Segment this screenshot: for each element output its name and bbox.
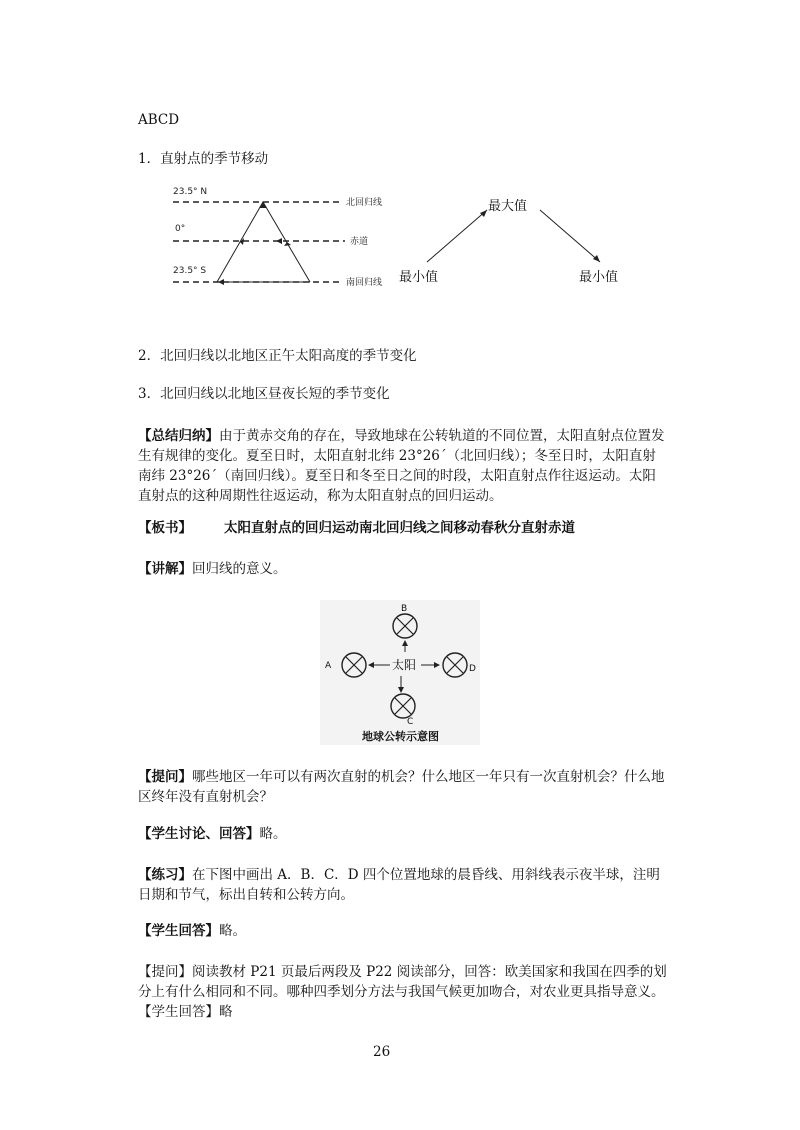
discussion-line bbox=[138, 824, 287, 844]
arrow-bottom-icon bbox=[218, 279, 224, 285]
arrow-right-icon bbox=[276, 238, 282, 244]
page-number: 26 bbox=[373, 1044, 391, 1060]
question-2-label: 【提问】 bbox=[138, 964, 192, 980]
question-paragraph bbox=[138, 767, 668, 807]
rising-arrow bbox=[427, 210, 487, 262]
earth-d-label: D bbox=[469, 664, 476, 674]
question-2-paragraph bbox=[138, 962, 668, 1002]
movement-path bbox=[217, 202, 310, 282]
earth-a-label: A bbox=[325, 661, 332, 671]
explain-text: 回归线的意义。 bbox=[192, 561, 287, 577]
lat-south-label: 23.5° S bbox=[173, 266, 207, 276]
earth-c-label: C bbox=[407, 717, 414, 727]
question-label: 【提问】 bbox=[138, 769, 192, 785]
tropic-of-cancer-label: 北回归线 bbox=[346, 198, 383, 208]
board-text: 太阳直射点的回归运动南北回归线之间移动春秋分直射赤道 bbox=[224, 520, 575, 536]
exercise-label: 【练习】 bbox=[138, 867, 192, 883]
answer-1-line bbox=[138, 921, 246, 941]
board-line bbox=[138, 518, 575, 538]
section-2-heading: 2．北回归线以北地区正午太阳高度的季节变化 bbox=[138, 348, 417, 364]
tropic-of-capricorn-label: 南回归线 bbox=[346, 278, 383, 288]
rising-arrow-head-icon bbox=[480, 210, 487, 217]
answer-1-text: 略。 bbox=[219, 923, 246, 939]
answer-2-line bbox=[138, 1002, 233, 1022]
explain-label: 【讲解】 bbox=[138, 561, 192, 577]
min-value-right-label: 最小值 bbox=[579, 270, 619, 285]
header-label: ABCD bbox=[138, 112, 180, 128]
section-3-heading: 3．北回归线以北地区昼夜长短的季节变化 bbox=[138, 386, 390, 402]
lat-equator-label: 0° bbox=[175, 224, 186, 234]
equator-label: 赤道 bbox=[350, 237, 369, 247]
summary-text: 由于黄赤交角的存在，导致地球在公转轨道的不同位置，太阳直射点位置发生有规律的变化。夏至日时，太阳直射北纬 23°26´（北回归线）；冬至日时，太阳直射南纬 23°26´（南回归线）。夏至日和冬至日之间的时段，太阳直射点作往返运动。太阳直射点的这种周期性往返运动，称为太阳直射点的回归运动。 bbox=[138, 428, 665, 504]
question-text: 哪些地区一年可以有两次直射的机会？什么地区一年只有一次直射机会？什么地区终年没有直射机会？ bbox=[138, 769, 665, 805]
max-min-diagram bbox=[395, 192, 635, 292]
max-value-label: 最大值 bbox=[488, 199, 528, 214]
discussion-text: 略。 bbox=[259, 826, 287, 842]
min-value-left-label: 最小值 bbox=[399, 270, 439, 285]
arrow-top-icon bbox=[259, 202, 267, 208]
exercise-text: 在下图中画出 A．B．C．D 四个位置地球的晨昏线、用斜线表示夜半球，注明日期和节气，标出自转和公转方向。 bbox=[138, 867, 660, 903]
summary-paragraph bbox=[138, 426, 668, 506]
question-2-text: 阅读教材 P21 页最后两段及 P22 阅读部分，回答：欧美国家和我国在四季的划分上有什么相同和不同。哪种四季划分方法与我国气候更加吻合，对农业更具指导意义。 bbox=[138, 964, 667, 1000]
discussion-label: 【学生讨论、回答】 bbox=[138, 826, 260, 842]
sun-direct-point-diagram bbox=[170, 182, 390, 292]
answer-1-label: 【学生回答】 bbox=[138, 923, 219, 939]
sun-label: 太阳 bbox=[392, 658, 417, 672]
exercise-paragraph bbox=[138, 865, 668, 905]
answer-2-label: 【学生回答】 bbox=[138, 1004, 219, 1020]
summary-label: 【总结归纳】 bbox=[138, 428, 219, 444]
earth-orbit-diagram bbox=[320, 600, 480, 745]
lat-north-label: 23.5° N bbox=[173, 187, 208, 197]
board-label: 【板书】 bbox=[138, 520, 192, 536]
section-1-heading: 1．直射点的季节移动 bbox=[138, 151, 269, 167]
explain-line bbox=[138, 559, 287, 579]
arrow-down-icon bbox=[284, 242, 291, 246]
answer-2-text: 略 bbox=[219, 1004, 233, 1020]
orbit-caption: 地球公转示意图 bbox=[362, 730, 439, 743]
falling-arrow bbox=[540, 210, 600, 262]
falling-arrow-head-icon bbox=[593, 255, 600, 262]
earth-b-label: B bbox=[401, 604, 408, 614]
